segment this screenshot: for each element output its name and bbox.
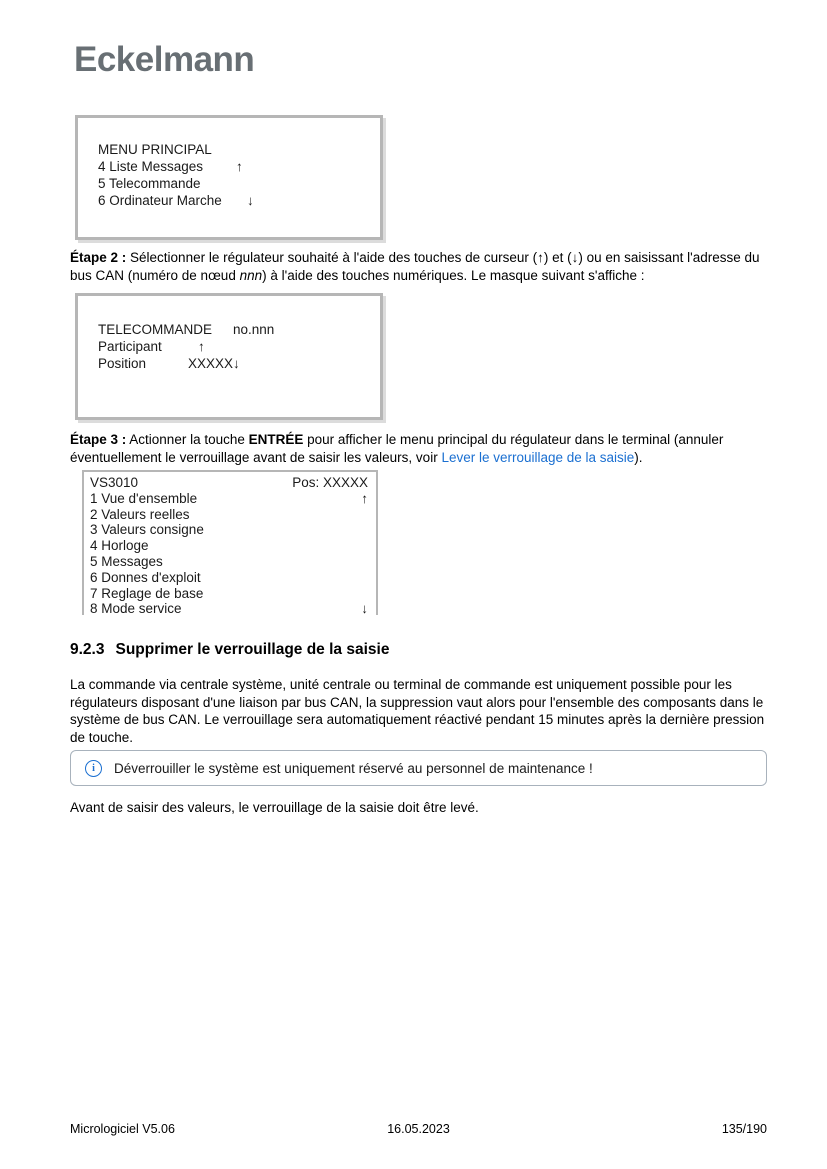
screen-title-line	[90, 475, 368, 491]
page-footer	[70, 1122, 767, 1136]
menu-item: 2 Valeurs reelles	[90, 506, 190, 522]
screen-line-text: 5 Telecommande	[98, 176, 201, 191]
terminal-screen-vs3010	[82, 470, 378, 615]
screen-line-text: Position	[98, 356, 147, 371]
footer-firmware-version: Micrologiciel V5.06	[70, 1122, 175, 1136]
screen-line-text: TELECOMMANDE	[98, 322, 213, 337]
screen-line-text: 4 Liste Messages	[98, 159, 204, 174]
step-3-text: Actionner la touche	[126, 432, 249, 447]
closing-paragraph: Avant de saisir des valeurs, le verrouillage de la saisie doit être levé.	[70, 800, 479, 815]
device-name: VS3010	[90, 475, 139, 490]
screen-line	[98, 141, 380, 158]
step-2-text: Sélectionner le régulateur souhaité à l'aide des touches de curseur (↑) et (↓) ou en saisissant l'adresse du bus CAN (numéro de nœud	[70, 250, 760, 283]
step-2-label: Étape 2 :	[70, 250, 127, 265]
arrow-down-icon: ↓	[247, 193, 254, 208]
screen-line	[98, 338, 380, 355]
section-title: Supprimer le verrouillage de la saisie	[115, 641, 390, 658]
arrow-down-icon: ↓	[361, 601, 368, 617]
step-3-text: pour afficher le menu principal du régulateur dans le terminal (annuler éventuellement le verrouillage avant de saisir les valeurs, voir	[70, 432, 724, 465]
screen-line	[90, 554, 368, 570]
section-number: 9.2.3	[70, 641, 105, 658]
menu-item: 4 Horloge	[90, 538, 149, 554]
arrow-up-icon: ↑	[236, 159, 243, 174]
screen-line	[98, 192, 380, 209]
info-note-box	[70, 750, 767, 786]
lever-verrouillage-link[interactable]: Lever le verrouillage de la saisie	[441, 449, 635, 465]
terminal-screen-menu-principal	[75, 115, 383, 240]
step-2-nnn: nnn	[239, 267, 263, 283]
screen-line	[98, 355, 380, 372]
enter-key-label: ENTRÉE	[248, 432, 304, 447]
step-3-text: ).	[634, 449, 643, 465]
menu-item: 8 Mode service	[90, 601, 182, 617]
screen-line	[98, 175, 380, 192]
menu-item: 5 Messages	[90, 553, 163, 569]
footer-page-number: 135/190	[721, 1122, 767, 1136]
menu-item: 3 Valeurs consigne	[90, 522, 204, 538]
screen-line-text: 6 Ordinateur Marche	[98, 193, 222, 208]
position-value: XXXXX↓	[188, 356, 240, 371]
step-3-paragraph	[70, 431, 767, 466]
info-icon: i	[85, 760, 102, 777]
arrow-up-icon: ↑	[361, 490, 368, 506]
screen-line	[90, 601, 368, 617]
screen-line	[90, 522, 368, 538]
section-heading	[70, 641, 389, 659]
eckelmann-logo: Eckelmann	[74, 40, 255, 79]
arrow-up-icon: ↑	[198, 339, 205, 354]
screen-line	[90, 570, 368, 586]
menu-item: 1 Vue d'ensemble	[90, 490, 198, 506]
menu-item: 6 Donnes d'exploit	[90, 569, 201, 585]
screen-line	[98, 158, 380, 175]
screen-line-text: Participant	[98, 339, 162, 354]
position-label: Pos: XXXXX	[292, 475, 368, 490]
step-2-paragraph	[70, 249, 767, 284]
screen-line	[90, 586, 368, 602]
terminal-screen-telecommande	[75, 293, 383, 420]
section-body-paragraph: La commande via centrale système, unité centrale ou terminal de commande est uniquement possible pour les régulateurs disposant d'une liaison par bus CAN, la suppression vaut alors pour l'ensemble des composants dans le système de bus CAN. Le verrouillage sera automatiquement réactivé pendant 15 minutes après la dernière pression de touche.	[70, 677, 765, 745]
menu-item: 7 Reglage de base	[90, 585, 204, 601]
footer-date: 16.05.2023	[387, 1122, 450, 1136]
screen-line	[98, 321, 380, 338]
screen-line	[90, 507, 368, 523]
step-2-text: ) à l'aide des touches numériques. Le masque suivant s'affiche :	[262, 267, 645, 283]
screen-line	[90, 491, 368, 507]
step-3-label: Étape 3 :	[70, 432, 127, 447]
note-text: Déverrouiller le système est uniquement réservé au personnel de maintenance !	[114, 760, 593, 776]
screen-line	[90, 538, 368, 554]
screen-line-text: MENU PRINCIPAL	[98, 142, 212, 157]
node-number-value: no.nnn	[233, 322, 275, 337]
